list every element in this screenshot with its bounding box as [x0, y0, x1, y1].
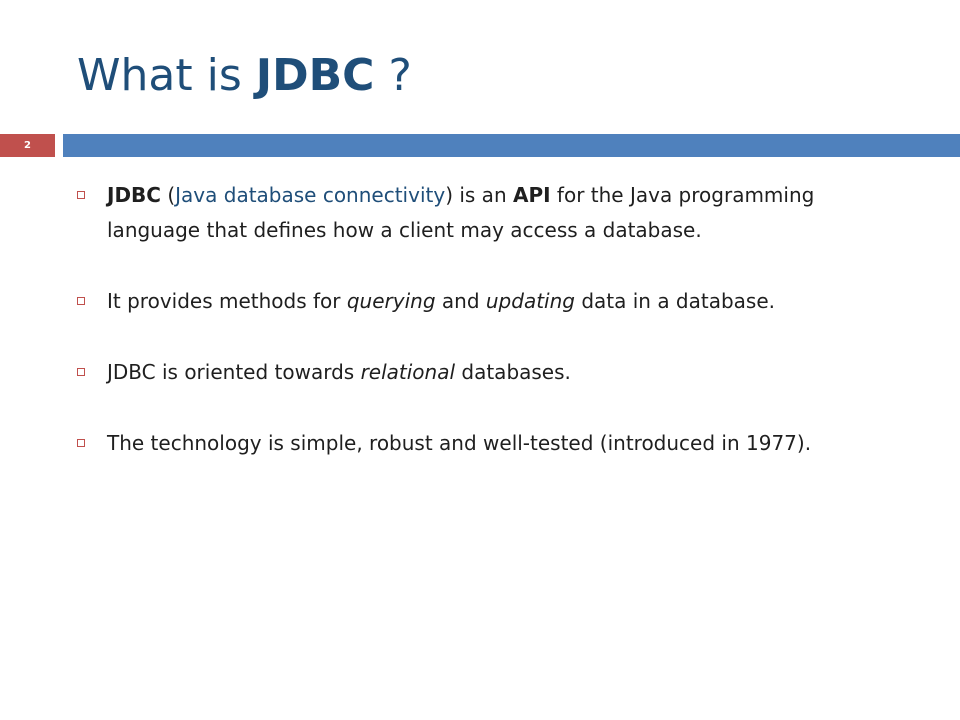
slide-number-badge [0, 134, 55, 157]
square-bullet-icon [77, 191, 85, 199]
square-bullet-icon [77, 368, 85, 376]
bullet-text [107, 183, 814, 242]
title-suffix: ? [374, 50, 412, 101]
slide-title [77, 42, 412, 110]
bullet-text [107, 431, 811, 455]
segment-highlight: Java database connectivity [175, 183, 446, 207]
bullet-item [75, 284, 855, 319]
segment-bold: API [512, 183, 551, 207]
bullet-item [75, 355, 855, 390]
segment-plain: databases. [455, 360, 571, 384]
bullet-list [75, 178, 855, 497]
bullet-text [107, 360, 571, 384]
segment-plain: The technology is simple, robust and well-tested (introduced in 1977). [107, 431, 812, 455]
bullet-text [107, 289, 775, 313]
segment-italic: querying [346, 289, 436, 313]
segment-plain: for the Java programming language that defines how a client may access a database. [107, 183, 815, 242]
segment-plain: ) is an [445, 183, 513, 207]
segment-plain: ( [160, 183, 176, 207]
slide-number: 2 [24, 140, 31, 151]
segment-plain: It provides methods for [107, 289, 347, 313]
segment-plain: JDBC is oriented towards [107, 360, 361, 384]
title-bold: JDBC [255, 50, 375, 101]
title-prefix: What is [77, 50, 256, 101]
segment-plain: and [435, 289, 486, 313]
header-bar [63, 134, 960, 157]
bullet-item [75, 178, 855, 248]
segment-italic: relational [360, 360, 456, 384]
segment-plain: data in a database. [574, 289, 776, 313]
square-bullet-icon [77, 297, 85, 305]
bullet-item [75, 426, 855, 461]
segment-italic: updating [485, 289, 575, 313]
square-bullet-icon [77, 439, 85, 447]
segment-bold: JDBC [107, 183, 161, 207]
